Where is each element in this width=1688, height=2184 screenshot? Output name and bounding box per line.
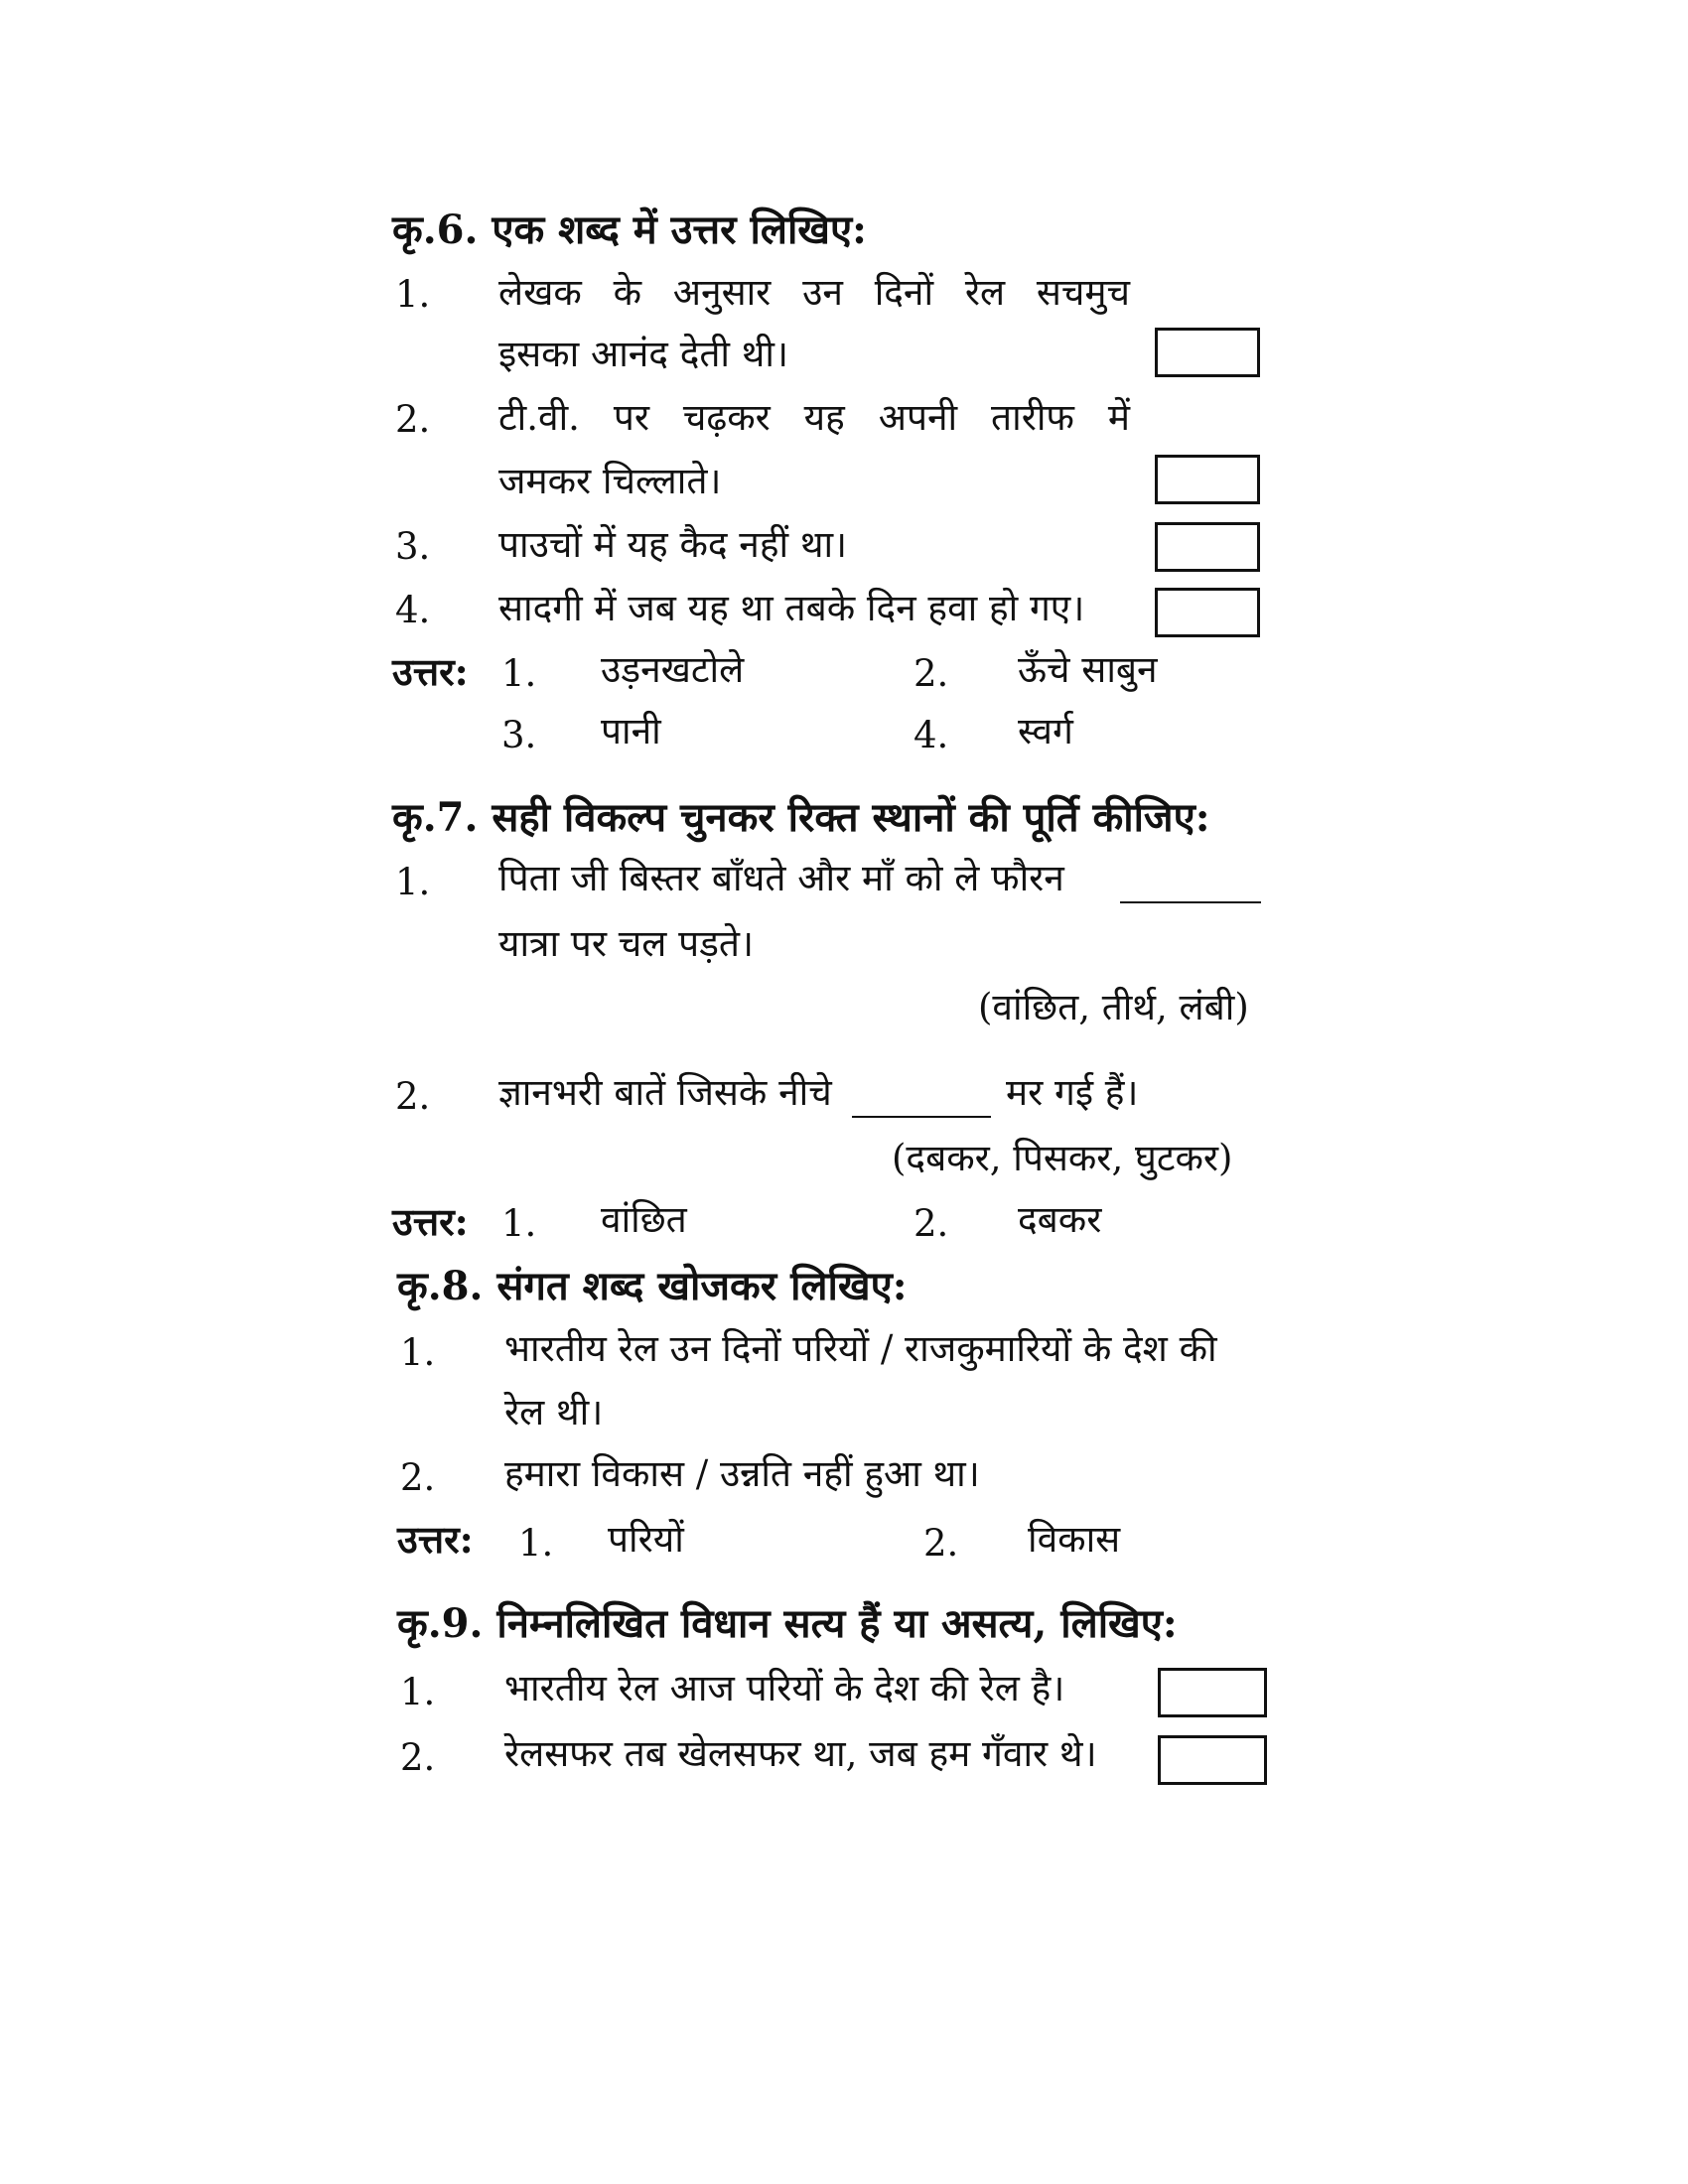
q9-answer-box-2[interactable] <box>1158 1735 1267 1785</box>
q6-heading: कृ.6. एक शब्द में उत्तर लिखिए: <box>392 206 867 253</box>
q6-answer-4-number: 4. <box>914 714 949 756</box>
q7-heading: कृ.7. सही विकल्प चुनकर रिक्त स्थानों की पूर्ति कीजिए: <box>392 794 1210 841</box>
q7-answer-1-number: 1. <box>501 1202 537 1245</box>
q6-item-3-line1: पाउचों में यह कैद नहीं था। <box>498 523 848 566</box>
q8-heading: कृ.8. संगत शब्द खोजकर लिखिए: <box>397 1263 908 1309</box>
q9-answer-box-1[interactable] <box>1158 1668 1267 1717</box>
q9-item-1-line1: भारतीय रेल आज परियों के देश की रेल है। <box>504 1667 1065 1709</box>
q6-item-2-number: 2. <box>395 398 431 441</box>
q6-answer-2-number: 2. <box>914 652 949 695</box>
q8-item-2-number: 2. <box>400 1456 436 1499</box>
q6-item-3-number: 3. <box>395 525 431 568</box>
q7-answer-label: उत्तर: <box>392 1199 469 1244</box>
q6-answer-3-number: 3. <box>501 714 537 756</box>
q6-answer-3-text: पानी <box>601 710 661 752</box>
q7-item-1-number: 1. <box>395 861 431 903</box>
q6-answer-label: उत्तर: <box>392 649 469 694</box>
q6-answer-box-4[interactable] <box>1155 588 1260 637</box>
q8-answer-2-number: 2. <box>923 1522 959 1565</box>
q7-item-2-blank[interactable] <box>852 1116 991 1118</box>
q6-item-2-line1: टी.वी. पर चढ़कर यह अपनी तारीफ में <box>498 396 1130 439</box>
q6-item-1-number: 1. <box>395 273 431 316</box>
q6-answer-box-3[interactable] <box>1155 522 1260 572</box>
q8-item-1-number: 1. <box>400 1331 436 1374</box>
q7-item-2-text-before: ज्ञानभरी बातें जिसके नीचे <box>498 1071 832 1114</box>
q7-answer-2-text: दबकर <box>1018 1198 1102 1241</box>
q8-item-1-line1: भारतीय रेल उन दिनों परियों / राजकुमारियों के देश की <box>504 1327 1217 1370</box>
q8-answer-2-text: विकास <box>1028 1518 1121 1561</box>
q8-item-2-line1: हमारा विकास / उन्नति नहीं हुआ था। <box>504 1452 980 1495</box>
q8-answer-1-number: 1. <box>518 1522 554 1565</box>
q9-item-2-line1: रेलसफर तब खेलसफर था, जब हम गँवार थे। <box>504 1732 1097 1775</box>
q6-answer-2-text: ऊँचे साबुन <box>1018 648 1158 691</box>
q6-answer-1-number: 1. <box>501 652 537 695</box>
q6-answer-box-1[interactable] <box>1155 328 1260 377</box>
q7-item-1-blank[interactable] <box>1120 901 1261 903</box>
q7-item-1-line1: पिता जी बिस्तर बाँधते और माँ को ले फौरन <box>498 857 1064 899</box>
q9-heading: कृ.9. निम्नलिखित विधान सत्य हैं या असत्य, लिखिए: <box>397 1600 1178 1647</box>
q7-answer-1-text: वांछित <box>601 1198 687 1241</box>
q9-item-2-number: 2. <box>400 1736 436 1779</box>
q7-item-2-number: 2. <box>395 1075 431 1118</box>
q8-item-1-line2: रेल थी। <box>504 1391 604 1433</box>
q7-item-2-text-after: मर गई हैं। <box>1006 1071 1139 1114</box>
q9-item-1-number: 1. <box>400 1671 436 1713</box>
q6-answer-4-text: स्वर्ग <box>1018 710 1073 752</box>
q6-item-2-line2: जमकर चिल्लाते। <box>498 460 722 502</box>
q7-item-1-line2: यात्रा पर चल पड़ते। <box>498 922 754 965</box>
q6-item-1-line2: इसका आनंद देती थी। <box>498 333 789 375</box>
q8-answer-1-text: परियों <box>608 1518 684 1561</box>
q6-item-4-line1: सादगी में जब यह था तबके दिन हवा हो गए। <box>498 587 1085 629</box>
q6-item-1-line1: लेखक के अनुसार उन दिनों रेल सचमुच <box>498 271 1130 314</box>
q6-answer-box-2[interactable] <box>1155 455 1260 504</box>
q7-item-2-options: (दबकर, पिसकर, घुटकर) <box>892 1137 1233 1179</box>
q6-answer-1-text: उड़नखटोले <box>601 648 745 691</box>
q7-answer-2-number: 2. <box>914 1202 949 1245</box>
q8-answer-label: उत्तर: <box>397 1517 474 1562</box>
q7-item-1-options: (वांछित, तीर्थ, लंबी) <box>978 986 1249 1028</box>
q6-item-4-number: 4. <box>395 589 431 631</box>
